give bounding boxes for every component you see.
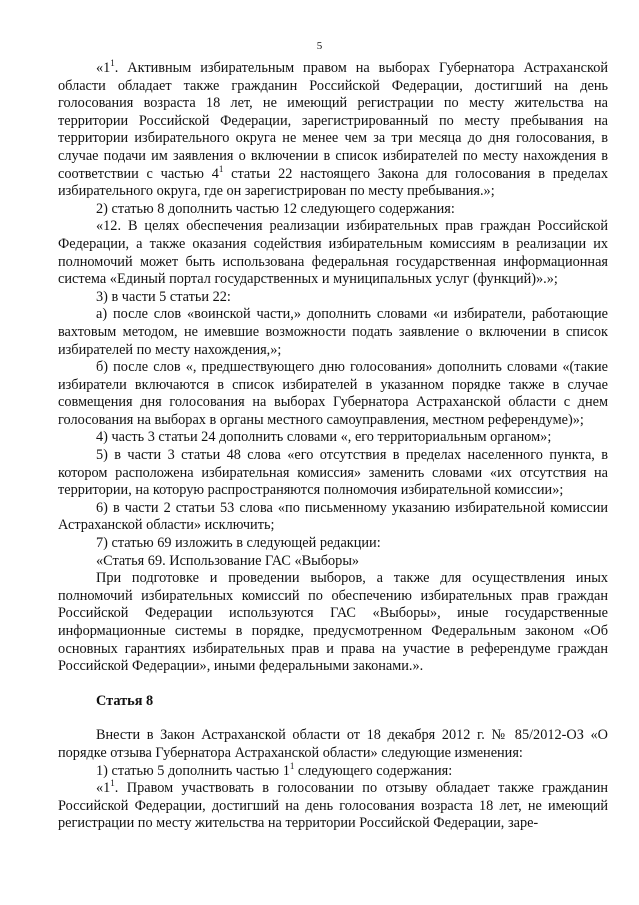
paragraph-item-6: 6) в части 2 статьи 53 слова «по письменному указанию избирательной комиссии Астраханской области» исключить; <box>58 499 608 534</box>
article-heading: Статья 8 <box>96 692 154 709</box>
paragraph-article-69-body: При подготовке и проведении выборов, а также для осуществления иных полномочий избирательных комиссий по обеспечению избирательных прав граждан Российской Федерации используются ГАС «Выборы», иные государственные информационные системы в порядке, предусмотренном Федеральным законом «Об основных гарантиях избирательных прав и права на участие в референдуме граждан Российской Федерации», иными федеральными законами.». <box>58 570 608 675</box>
paragraph-1-1-recall-vote: «$1^1$. Правом участвовать в голосовании по отзыву обладает также гражданин Российской Федерации, достигший на день голосования возраста 18 лет, не имеющий регистрации по месту жительства на территории Российской Федерации, заре- <box>58 778 608 832</box>
paragraph-item-7: 7) статью 69 изложить в следующей редакции: <box>96 535 381 552</box>
paragraph-item-1-article-5: 1) статью 5 дополнить частью $1^1$ следующего содержания: <box>96 760 453 779</box>
paragraph-item-3b: б) после слов «, предшествующего дню голосования» дополнить словами «(такие избиратели включаются в список избирателей в указанном порядке также в случае совмещения дня голосования на выборах Губернатора Астраханской области с днем голосования на выборах в органы местного самоуправления, местном референдуме)»; <box>58 359 608 428</box>
paragraph-item-3: 3) в части 5 статьи 22: <box>96 288 231 305</box>
paragraph-item-4: 4) часть 3 статьи 24 дополнить словами «, его территориальным органом»; <box>96 429 552 446</box>
document-body <box>58 60 608 833</box>
paragraph-amend-law: Внести в Закон Астраханской области от 18 декабря 2012 г. № 85/2012-ОЗ «О порядке отзыва Губернатора Астраханской области» следующие изменения: <box>58 727 608 761</box>
paragraph-part-12: «12. В целях обеспечения реализации избирательных прав граждан Российской Федерации, а также оказания содействия избирательным комиссиям в реализации их полномочий может быть использована федеральная государственная информационная система «Единый портал государственных и муниципальных услуг (функций)».»; <box>58 218 608 288</box>
page-number: 5 <box>316 40 323 52</box>
paragraph-item-2: 2) статью 8 дополнить частью 12 следующего содержания: <box>96 200 455 217</box>
paragraph-1-1-active-suffrage: «$1^1$. Активным избирательным правом на выборах Губернатора Астраханской области обладает также гражданин Российской Федерации, достигший на день голосования возраста 18 лет, не имеющий регистрации по месту жительства на территории Российской Федерации, зарегистрированный по месту пребывания на территории избирательного округа не менее чем за три месяца до дня голосования, в случае подачи им заявления о включении в список избирателей по месту нахождения в соответствии с частью $4^1$ статьи 22 настоящего Закона для голосования в пределах избирательного округа, где он зарегистрирован по месту пребывания.»; <box>58 58 608 200</box>
paragraph-item-3a: а) после слов «воинской части,» дополнить словами «и избиратели, работающие вахтовым методом, не имевшие возможности подать заявление о включении в список избирателей по месту нахождения,»; <box>58 306 608 358</box>
paragraph-article-69-title: «Статья 69. Использование ГАС «Выборы» <box>96 552 360 569</box>
paragraph-item-5: 5) в части 3 статьи 48 слова «его отсутствия в пределах населенного пункта, в котором расположена избирательная комиссия» заменить словами «их отсутствия на территории, на которую распространяются полномочия избирательной комиссии»; <box>58 447 608 499</box>
